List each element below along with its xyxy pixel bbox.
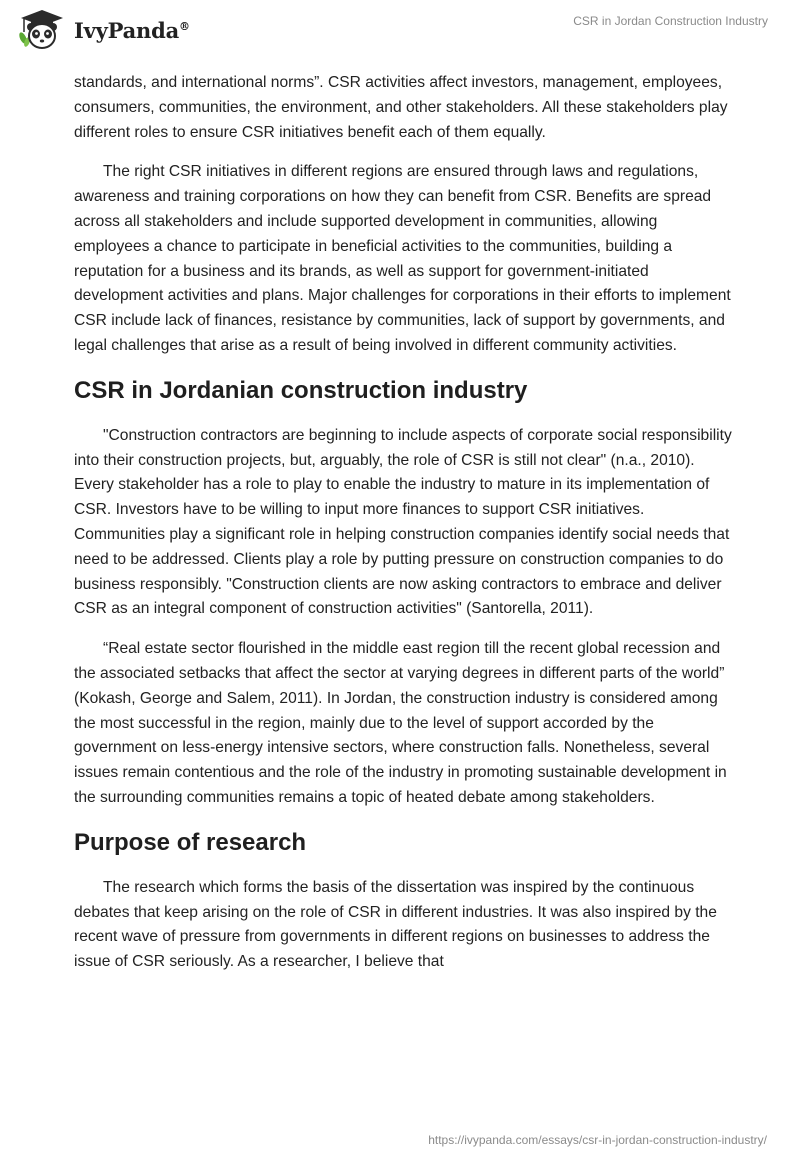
page-header xyxy=(0,0,800,68)
paragraph-2: The right CSR initiatives in different regions are ensured through laws and regulations, awareness and training corporations on how they can benefit from CSR. Benefits are spread across all stakeholders and include supported development in communities, allowing employees a chance to participate in beneficial activities to the communities, building a reputation for a business and its brands, as well as support for government-initiated development activities and plans. Major challenges for corporations in their efforts to implement CSR include lack of finances, resistance by communities, lack of support by governments, and legal challenges that arise as a result of being involved in different community activities. xyxy=(74,163,731,354)
paragraph-1: standards, and international norms”. CSR activities affect investors, management, employees, consumers, communities, the environment, and other stakeholders. All these stakeholders play different roles to ensure CSR initiatives benefit each of them equally. xyxy=(74,74,728,141)
source-url-link[interactable]: https://ivypanda.com/essays/csr-in-jordan-construction-industry/ xyxy=(428,1133,767,1147)
logo-text: IvyPanda® xyxy=(74,17,190,43)
section-heading-csr-jordan: CSR in Jordanian construction industry xyxy=(74,376,528,404)
paragraph-4: “Real estate sector flourished in the middle east region till the recent global recession and the associated setbacks that affect the sector at varying degrees in different parts of the world” (Kokash, George and Salem, 2011). In Jordan, the construction industry is considered among the most successful in the region, mainly due to the level of support accorded by the government on less-energy intensive sectors, where construction falls. Nonetheless, several issues remain contentious and the role of the industry in promoting sustainable development in the surrounding communities remains a topic of heated debate among stakeholders. xyxy=(74,640,727,806)
panda-graduate-icon xyxy=(16,8,68,52)
document-title: CSR in Jordan Construction Industry xyxy=(573,14,768,28)
ivypanda-logo[interactable] xyxy=(16,8,190,52)
paragraph-5: The research which forms the basis of the dissertation was inspired by the continuous debates that keep arising on the role of CSR in different industries. It was also inspired by the recent wave of pressure from governments in different regions on businesses to address the issue of CSR seriously. As a researcher, I believe that xyxy=(74,878,717,971)
registered-mark: ® xyxy=(179,19,190,33)
paragraph-3: "Construction contractors are beginning to include aspects of corporate social responsibility into their construction projects, but, arguably, the role of CSR is still not clear" (n.a., 2010). Every stakeholder has a role to play to enable the industry to mature in its implementation of CSR. Investors have to be willing to input more finances to support CSR initiatives. Communities play a significant role in helping construction companies identify social needs that need to be addressed. Clients play a role by putting pressure on construction companies to do business responsibly. "Construction clients are now asking contractors to embrace and deliver CSR as an integral component of construction activities" (Santorella, 2011). xyxy=(74,426,732,618)
essay-body xyxy=(74,71,734,990)
section-heading-purpose: Purpose of research xyxy=(74,828,307,856)
